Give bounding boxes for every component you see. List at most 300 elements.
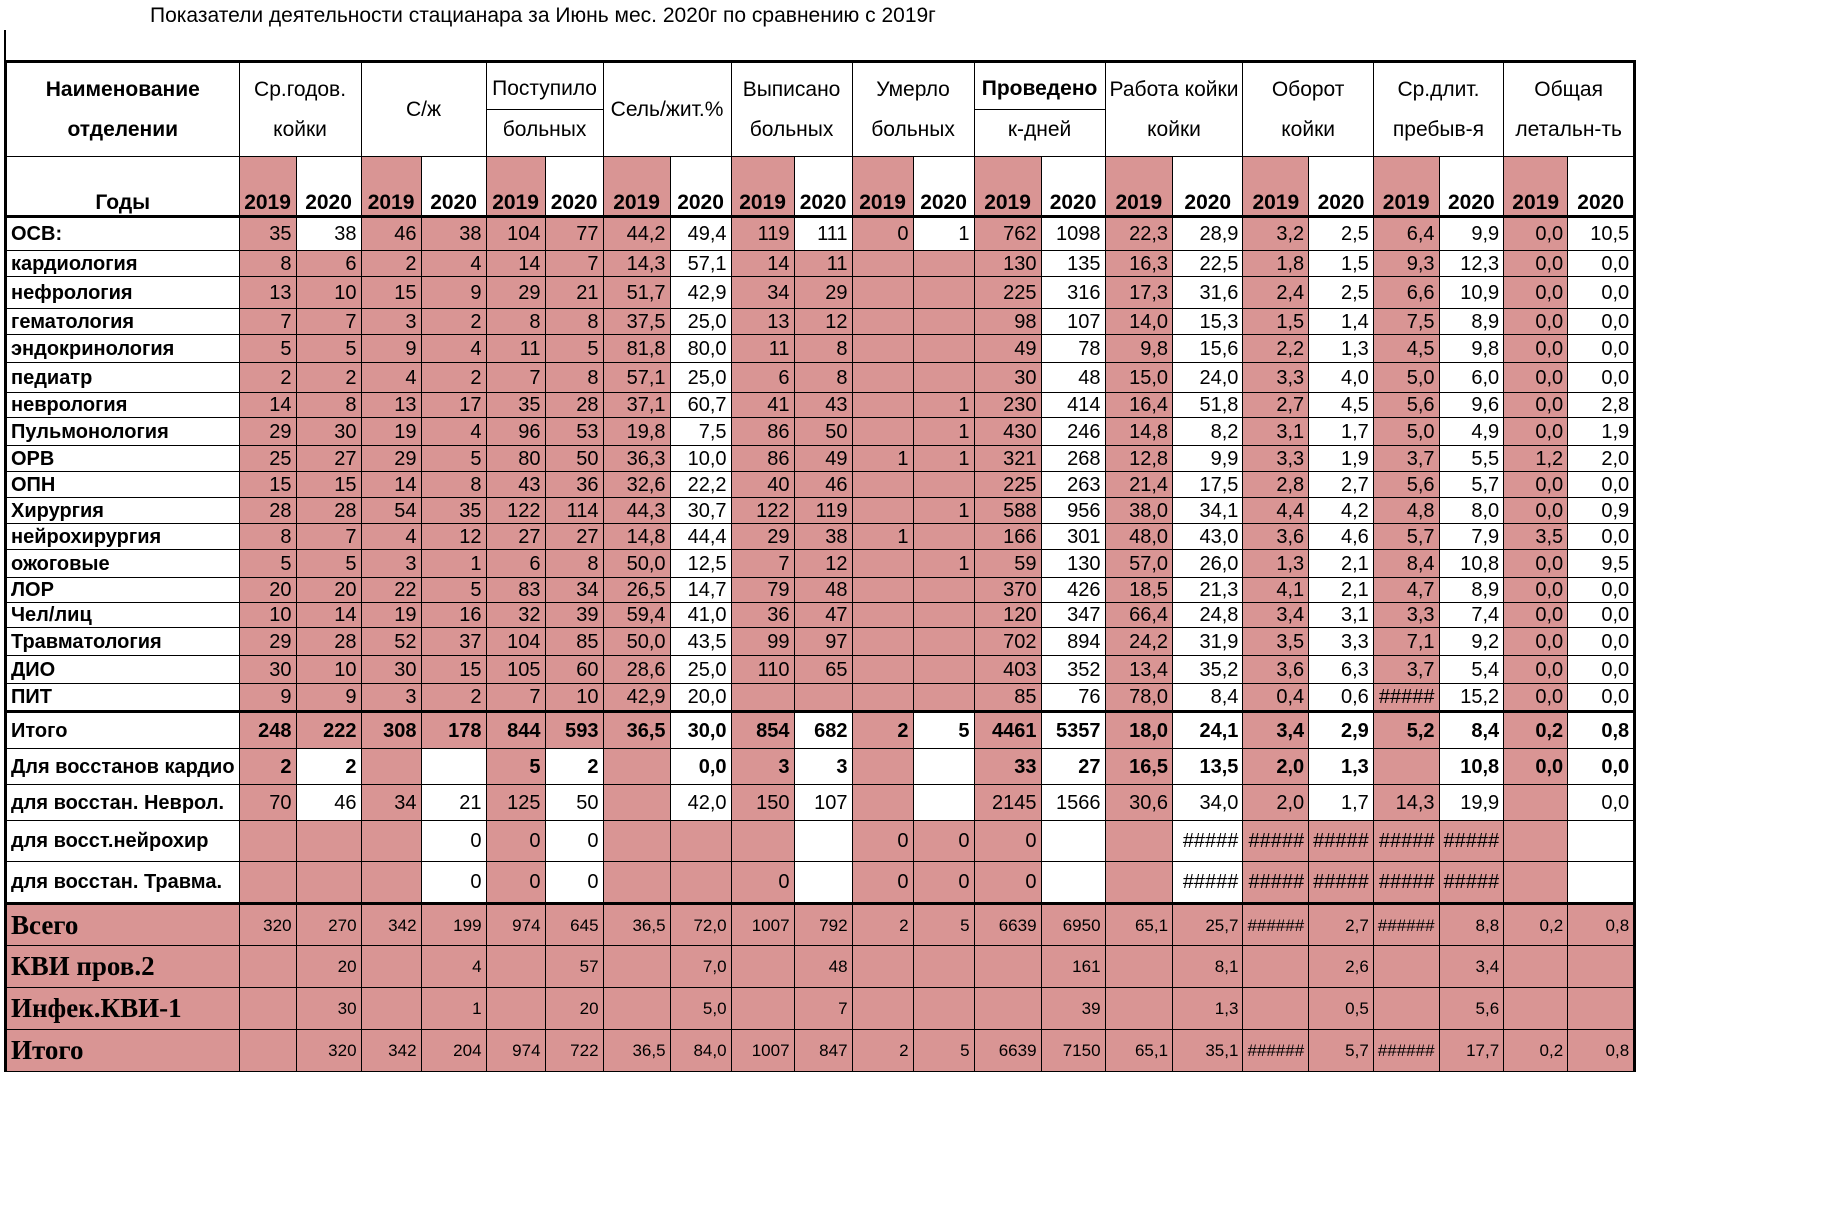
table-cell: 3,4 — [1439, 946, 1504, 988]
header-group-bottom: летальн-ть — [1515, 117, 1622, 141]
table-cell: 342 — [361, 904, 421, 946]
table-cell: 29 — [794, 277, 852, 309]
table-cell: 2 — [239, 749, 296, 785]
table-cell: 104 — [486, 217, 545, 251]
table-cell: 20,0 — [670, 684, 731, 712]
header-group-3 — [603, 62, 731, 157]
table-cell: 17,5 — [1173, 472, 1243, 498]
table-cell: 14,3 — [1373, 785, 1439, 821]
table-cell: 13,5 — [1173, 749, 1243, 785]
table-cell: 0,0 — [1568, 309, 1635, 335]
table-cell: 8,1 — [1173, 946, 1243, 988]
table-cell — [239, 988, 296, 1030]
table-cell: 4,2 — [1309, 498, 1374, 524]
table-cell: 702 — [974, 628, 1041, 656]
table-cell: 0 — [913, 862, 974, 904]
table-cell: 0,0 — [1504, 217, 1568, 251]
table-cell: 8 — [486, 309, 545, 335]
table-cell: 77 — [545, 217, 603, 251]
table-cell: 5,7 — [1309, 1030, 1374, 1072]
table-cell: 2,9 — [1309, 712, 1374, 749]
table-cell: 8,2 — [1173, 418, 1243, 446]
table-cell: 30 — [361, 656, 421, 684]
table-cell: 14 — [486, 251, 545, 277]
table-cell — [913, 251, 974, 277]
table-cell: 25,7 — [1173, 904, 1243, 946]
table-row — [6, 393, 1635, 418]
table-cell: 7 — [296, 524, 361, 550]
table-cell: 222 — [296, 712, 361, 749]
table-cell: 24,8 — [1173, 603, 1243, 628]
table-cell: ##### — [1373, 684, 1439, 712]
table-cell: 22 — [361, 578, 421, 603]
table-cell: 974 — [486, 1030, 545, 1072]
table-cell: 2,7 — [1309, 904, 1374, 946]
table-cell — [852, 309, 913, 335]
table-cell: 9,5 — [1568, 550, 1635, 578]
table-cell: 0 — [974, 862, 1041, 904]
table-cell: 8,4 — [1173, 684, 1243, 712]
table-cell: 26,0 — [1173, 550, 1243, 578]
header-year: 2020 — [1173, 157, 1243, 217]
table-cell: 0 — [421, 821, 486, 862]
row-department-name: Инфек.КВИ-1 — [6, 988, 240, 1030]
table-cell: 9,9 — [1173, 446, 1243, 472]
table-cell: 27 — [296, 446, 361, 472]
table-cell: 28 — [296, 498, 361, 524]
table-cell: 0,0 — [1568, 656, 1635, 684]
table-cell: 7,5 — [1373, 309, 1439, 335]
table-cell — [913, 603, 974, 628]
table-cell: 13 — [239, 277, 296, 309]
row-department-name: ЛОР — [6, 578, 240, 603]
table-cell: 107 — [1041, 309, 1105, 335]
table-cell: 37 — [421, 628, 486, 656]
table-cell: 10 — [545, 684, 603, 712]
table-cell: 5 — [421, 578, 486, 603]
table-cell: 15,0 — [1105, 363, 1173, 393]
header-group-bottom: больных — [502, 118, 587, 141]
table-cell: ##### — [1243, 862, 1309, 904]
table-cell: 4,1 — [1243, 578, 1309, 603]
table-cell: 0,0 — [1504, 628, 1568, 656]
table-cell: 7 — [239, 309, 296, 335]
header-group-4 — [731, 62, 852, 157]
table-cell: 2,0 — [1243, 749, 1309, 785]
table-cell: 12,3 — [1439, 251, 1504, 277]
table-cell — [731, 988, 794, 1030]
table-cell — [1568, 821, 1635, 862]
row-department-name: Всего — [6, 904, 240, 946]
table-cell: 10 — [296, 656, 361, 684]
table-cell: 25,0 — [670, 309, 731, 335]
table-row — [6, 946, 1635, 988]
table-cell: 847 — [794, 1030, 852, 1072]
table-cell: 30 — [296, 988, 361, 1030]
table-cell: 1,5 — [1243, 309, 1309, 335]
row-department-name: Итого — [6, 1030, 240, 1072]
table-cell — [603, 821, 670, 862]
table-cell: 8 — [545, 363, 603, 393]
table-cell — [1373, 988, 1439, 1030]
row-department-name: КВИ пров.2 — [6, 946, 240, 988]
row-department-name: Травматология — [6, 628, 240, 656]
table-cell — [913, 472, 974, 498]
table-cell: 2 — [852, 1030, 913, 1072]
table-cell: 2 — [421, 363, 486, 393]
table-cell: 59 — [974, 550, 1041, 578]
table-cell: 47 — [794, 603, 852, 628]
table-cell — [1504, 821, 1568, 862]
table-cell: 9,9 — [1439, 217, 1504, 251]
table-cell: ##### — [1173, 862, 1243, 904]
table-cell: 11 — [486, 335, 545, 363]
table-cell — [913, 684, 974, 712]
table-cell: 40 — [731, 472, 794, 498]
table-cell: 2 — [296, 363, 361, 393]
table-cell: 1566 — [1041, 785, 1105, 821]
table-cell: 80 — [486, 446, 545, 472]
table-row — [6, 335, 1635, 363]
table-cell: 6,0 — [1439, 363, 1504, 393]
table-cell: 3 — [361, 684, 421, 712]
table-cell: 5 — [296, 550, 361, 578]
table-cell: 8,9 — [1439, 578, 1504, 603]
table-cell: 0 — [852, 862, 913, 904]
table-cell: 347 — [1041, 603, 1105, 628]
table-cell: 0,0 — [1504, 498, 1568, 524]
table-cell: 43,5 — [670, 628, 731, 656]
table-cell: 12,5 — [670, 550, 731, 578]
table-cell: 96 — [486, 418, 545, 446]
table-cell: 0,0 — [1504, 603, 1568, 628]
header-group-bottom: койки — [273, 117, 327, 141]
table-cell: 35 — [421, 498, 486, 524]
table-cell: 81,8 — [603, 335, 670, 363]
header-year: 2020 — [670, 157, 731, 217]
row-department-name: для восстан. Неврол. — [6, 785, 240, 821]
table-cell: 321 — [974, 446, 1041, 472]
table-cell: ##### — [1243, 821, 1309, 862]
table-cell: 4,6 — [1309, 524, 1374, 550]
table-cell — [852, 656, 913, 684]
table-cell: 0,0 — [1568, 749, 1635, 785]
table-cell: 3,1 — [1309, 603, 1374, 628]
table-cell: 0,0 — [1504, 684, 1568, 712]
table-row — [6, 498, 1635, 524]
table-cell: 5 — [486, 749, 545, 785]
table-cell — [1504, 785, 1568, 821]
table-cell: 2,6 — [1309, 946, 1374, 988]
table-cell: 57,1 — [670, 251, 731, 277]
table-cell: 20 — [239, 578, 296, 603]
table-cell: 342 — [361, 1030, 421, 1072]
table-cell: 5 — [421, 446, 486, 472]
table-cell: 2 — [545, 749, 603, 785]
table-cell: 97 — [794, 628, 852, 656]
table-cell: 0,0 — [1568, 472, 1635, 498]
table-cell: ###### — [1243, 1030, 1309, 1072]
table-cell: 42,0 — [670, 785, 731, 821]
table-cell: 9,6 — [1439, 393, 1504, 418]
table-cell: 2 — [361, 251, 421, 277]
table-cell: 2,0 — [1568, 446, 1635, 472]
table-cell: 0,0 — [1504, 656, 1568, 684]
table-cell: 854 — [731, 712, 794, 749]
table-cell: 57,0 — [1105, 550, 1173, 578]
table-cell: 3,6 — [1243, 524, 1309, 550]
table-cell — [239, 821, 296, 862]
header-year: 2019 — [974, 157, 1041, 217]
table-cell: 30,7 — [670, 498, 731, 524]
header-department-line: Наименование — [45, 77, 200, 101]
table-row — [6, 217, 1635, 251]
table-cell: 1,4 — [1309, 309, 1374, 335]
table-cell: 37,1 — [603, 393, 670, 418]
header-group-top: Проведено — [975, 69, 1105, 110]
table-cell: 7 — [486, 684, 545, 712]
table-row — [6, 712, 1635, 749]
table-cell: 0 — [486, 821, 545, 862]
table-cell: 76 — [1041, 684, 1105, 712]
table-cell — [1041, 862, 1105, 904]
header-year: 2019 — [1105, 157, 1173, 217]
table-cell: 0,0 — [1568, 578, 1635, 603]
table-cell: 1 — [913, 550, 974, 578]
table-cell: 130 — [974, 251, 1041, 277]
table-cell: 34,0 — [1173, 785, 1243, 821]
table-cell: 8,8 — [1439, 904, 1504, 946]
table-cell — [852, 251, 913, 277]
table-cell: 0,0 — [1504, 277, 1568, 309]
header-year: 2019 — [1243, 157, 1309, 217]
row-department-name: ОРВ — [6, 446, 240, 472]
table-cell — [974, 946, 1041, 988]
table-cell: 14 — [731, 251, 794, 277]
table-cell: 6639 — [974, 1030, 1041, 1072]
table-cell: 0,0 — [1568, 684, 1635, 712]
table-cell: 36,5 — [603, 1030, 670, 1072]
table-cell: 4 — [361, 363, 421, 393]
table-cell — [603, 862, 670, 904]
table-cell: 3 — [361, 309, 421, 335]
table-cell: 4461 — [974, 712, 1041, 749]
table-cell: 8,4 — [1373, 550, 1439, 578]
table-cell — [1373, 749, 1439, 785]
table-cell: 38,0 — [1105, 498, 1173, 524]
table-cell: 0,0 — [1504, 309, 1568, 335]
table-cell: 5,0 — [1373, 363, 1439, 393]
table-cell: 1 — [913, 446, 974, 472]
table-cell — [1243, 988, 1309, 1030]
table-cell: 8 — [545, 309, 603, 335]
table-cell: 844 — [486, 712, 545, 749]
table-cell — [239, 1030, 296, 1072]
row-department-name: ОПН — [6, 472, 240, 498]
table-cell: 8 — [421, 472, 486, 498]
table-cell: 7,4 — [1439, 603, 1504, 628]
table-cell: ###### — [1373, 904, 1439, 946]
table-cell — [913, 578, 974, 603]
table-cell: 0,0 — [1568, 628, 1635, 656]
table-row — [6, 1030, 1635, 1072]
table-cell: 36,3 — [603, 446, 670, 472]
table-cell: 0,8 — [1568, 712, 1635, 749]
table-cell: 12 — [794, 550, 852, 578]
table-cell: 246 — [1041, 418, 1105, 446]
table-cell — [913, 309, 974, 335]
table-cell: 722 — [545, 1030, 603, 1072]
table-cell — [603, 785, 670, 821]
table-cell: 645 — [545, 904, 603, 946]
table-cell: 50 — [545, 785, 603, 821]
table-cell: 2 — [421, 684, 486, 712]
header-group-bottom: к-дней — [1007, 118, 1072, 141]
header-group-top: Сель/жит.% — [610, 97, 724, 121]
header-year: 2019 — [603, 157, 670, 217]
table-cell: 2,0 — [1243, 785, 1309, 821]
table-cell: 15,2 — [1439, 684, 1504, 712]
table-cell: 5,6 — [1439, 988, 1504, 1030]
header-group-bottom: койки — [1147, 117, 1201, 141]
table-cell: 5,5 — [1439, 446, 1504, 472]
table-cell: 39 — [1041, 988, 1105, 1030]
table-cell: 24,2 — [1105, 628, 1173, 656]
table-cell: 0,0 — [1504, 550, 1568, 578]
table-cell: 15 — [421, 656, 486, 684]
table-cell: 16 — [421, 603, 486, 628]
table-cell: 0 — [486, 862, 545, 904]
table-cell: 1,7 — [1309, 785, 1374, 821]
table-cell: 1098 — [1041, 217, 1105, 251]
row-department-name: Чел/лиц — [6, 603, 240, 628]
header-year: 2020 — [1568, 157, 1635, 217]
table-cell: 403 — [974, 656, 1041, 684]
table-cell: 0,0 — [1568, 251, 1635, 277]
table-cell: 8 — [794, 363, 852, 393]
table-cell: 316 — [1041, 277, 1105, 309]
header-group-10 — [1504, 62, 1635, 157]
table-cell: 36 — [545, 472, 603, 498]
table-cell — [296, 821, 361, 862]
table-cell: 0,2 — [1504, 1030, 1568, 1072]
table-cell — [913, 988, 974, 1030]
table-cell: 308 — [361, 712, 421, 749]
table-cell: 50 — [794, 418, 852, 446]
table-cell — [1105, 988, 1173, 1030]
table-cell: 8 — [296, 393, 361, 418]
table-cell: 85 — [974, 684, 1041, 712]
table-cell: 1,9 — [1309, 446, 1374, 472]
row-department-name: неврология — [6, 393, 240, 418]
table-cell: 38 — [296, 217, 361, 251]
table-cell: 5,2 — [1373, 712, 1439, 749]
table-cell — [913, 656, 974, 684]
table-cell: 7,0 — [670, 946, 731, 988]
table-row — [6, 277, 1635, 309]
header-year: 2020 — [1309, 157, 1374, 217]
header-group-top: Ср.годов. — [254, 77, 347, 101]
table-cell: 70 — [239, 785, 296, 821]
table-cell: 2,5 — [1309, 217, 1374, 251]
table-cell: 49 — [974, 335, 1041, 363]
table-cell: 14 — [239, 393, 296, 418]
table-cell: 0,8 — [1568, 904, 1635, 946]
table-cell: 72,0 — [670, 904, 731, 946]
table-cell — [852, 472, 913, 498]
table-cell: 78,0 — [1105, 684, 1173, 712]
table-cell: 8 — [794, 335, 852, 363]
table-cell: 5 — [545, 335, 603, 363]
table-cell — [913, 277, 974, 309]
header-year: 2019 — [852, 157, 913, 217]
header-group-bottom: больных — [871, 117, 955, 141]
table-cell — [852, 363, 913, 393]
table-cell: ###### — [1373, 1030, 1439, 1072]
table-cell: 3,1 — [1243, 418, 1309, 446]
table-cell: 19 — [361, 418, 421, 446]
table-cell: 2 — [852, 904, 913, 946]
table-cell: 50 — [545, 446, 603, 472]
table-cell: 1,2 — [1504, 446, 1568, 472]
table-cell: 57 — [545, 946, 603, 988]
table-cell: 8,9 — [1439, 309, 1504, 335]
table-row — [6, 988, 1635, 1030]
table-cell: 24,1 — [1173, 712, 1243, 749]
table-cell: 31,9 — [1173, 628, 1243, 656]
table-cell: 2,8 — [1568, 393, 1635, 418]
table-cell: 6950 — [1041, 904, 1105, 946]
table-cell: 5 — [913, 712, 974, 749]
table-cell: 18,5 — [1105, 578, 1173, 603]
header-group-0 — [239, 62, 361, 157]
table-cell: 0,4 — [1243, 684, 1309, 712]
header-year: 2019 — [239, 157, 296, 217]
header-group-1 — [361, 62, 486, 157]
table-cell: 0,0 — [1504, 363, 1568, 393]
table-row — [6, 418, 1635, 446]
table-cell: 57,1 — [603, 363, 670, 393]
table-cell: 86 — [731, 446, 794, 472]
table-cell: 1 — [421, 550, 486, 578]
table-cell: 48 — [794, 578, 852, 603]
table-cell: 593 — [545, 712, 603, 749]
table-cell: 3,3 — [1243, 446, 1309, 472]
table-cell: 2 — [296, 749, 361, 785]
row-department-name: нейрохирургия — [6, 524, 240, 550]
table-cell: 65 — [794, 656, 852, 684]
table-cell: 41,0 — [670, 603, 731, 628]
row-department-name: эндокринология — [6, 335, 240, 363]
table-row — [6, 628, 1635, 656]
table-row — [6, 472, 1635, 498]
table-cell: 1 — [852, 446, 913, 472]
table-cell: 4 — [421, 418, 486, 446]
table-cell: 3,3 — [1373, 603, 1439, 628]
table-cell: 2 — [852, 712, 913, 749]
table-cell: 14 — [361, 472, 421, 498]
table-cell — [852, 578, 913, 603]
header-group-5 — [852, 62, 974, 157]
table-cell: 2,7 — [1309, 472, 1374, 498]
table-cell — [852, 498, 913, 524]
table-cell: 28 — [545, 393, 603, 418]
table-cell — [361, 946, 421, 988]
table-cell: 35,1 — [1173, 1030, 1243, 1072]
table-cell: 270 — [296, 904, 361, 946]
table-cell: 8 — [545, 550, 603, 578]
table-cell: 5 — [239, 335, 296, 363]
